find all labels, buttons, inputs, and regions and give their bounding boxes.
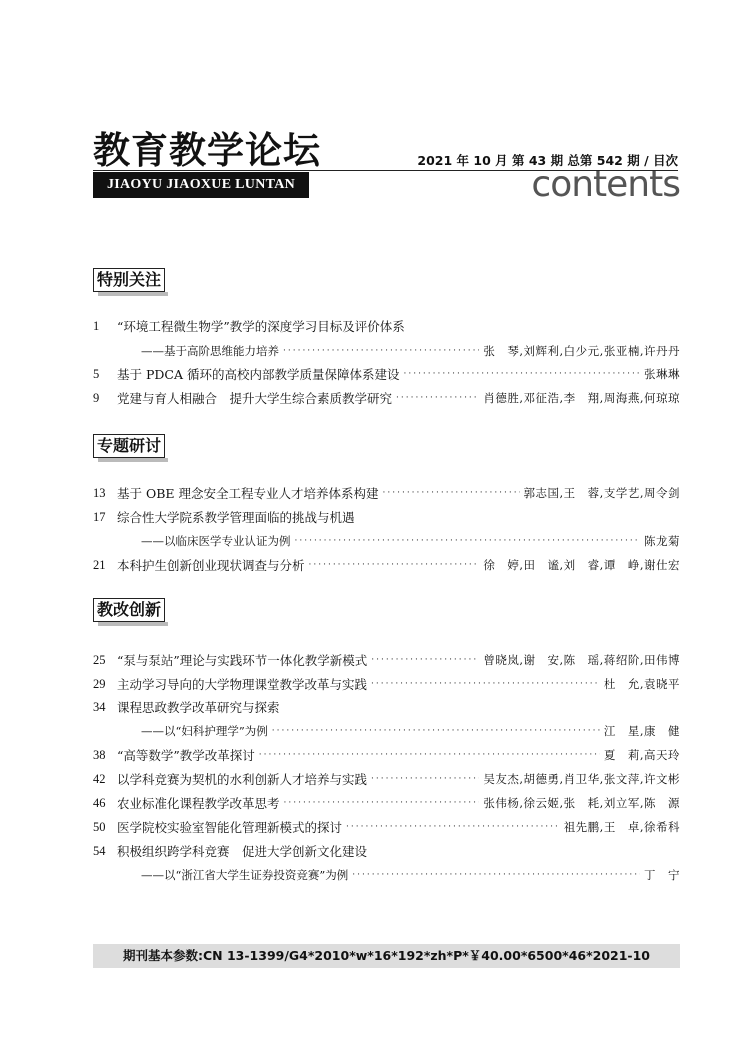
entry-page: 21 <box>93 557 106 572</box>
toc-entry[interactable] <box>93 769 680 789</box>
section-heading-topic-discussion: 专题研讨 <box>93 434 165 458</box>
issue-info: 2021 年 10 月 第 43 期 总第 542 期 / 目次 <box>417 153 678 168</box>
leader-dots <box>272 726 600 736</box>
entry-page: 38 <box>93 747 106 762</box>
toc-entry-subtitle-row[interactable] <box>93 865 680 885</box>
entry-page: 29 <box>93 676 106 691</box>
leader-dots <box>352 870 640 880</box>
entry-authors: 江 星,康 健 <box>603 724 680 738</box>
toc-entry[interactable] <box>93 364 680 384</box>
entry-page: 17 <box>93 509 106 524</box>
contents-word: contents <box>531 164 680 205</box>
entry-title: 农业标准化课程教学改革思考 <box>117 796 280 811</box>
entry-title: 党建与育人相融合 提升大学生综合素质教学研究 <box>117 391 393 406</box>
toc-entry[interactable] <box>93 745 680 765</box>
toc-entry[interactable] <box>93 697 680 717</box>
toc-entry-subtitle-row[interactable] <box>93 721 680 741</box>
leader-dots <box>403 369 640 379</box>
entry-page: 42 <box>93 771 106 786</box>
leader-dots <box>371 774 479 784</box>
leader-dots <box>371 679 600 689</box>
journal-pinyin: JIAOYU JIAOXUE LUNTAN <box>93 172 309 198</box>
journal-parameters: 期刊基本参数:CN 13-1399/G4*2010*w*16*192*zh*P*￥40.00*6500*46*2021-10 <box>93 944 680 968</box>
entry-title: 基于 OBE 理念安全工程专业人才培养体系构建 <box>117 486 379 501</box>
toc-entry-subtitle-row[interactable] <box>93 341 680 361</box>
entry-page: 34 <box>93 699 106 714</box>
entry-authors: 陈龙菊 <box>644 534 680 548</box>
entry-subtitle: ——以“浙江省大学生证券投资竞赛”为例 <box>141 868 349 882</box>
toc-entry[interactable] <box>93 817 680 837</box>
entry-authors: 祖先鹏,王 卓,徐希科 <box>563 820 680 834</box>
leader-dots <box>284 798 480 808</box>
leader-dots <box>259 750 600 760</box>
entry-page: 54 <box>93 843 106 858</box>
entry-page: 1 <box>93 318 100 333</box>
leader-dots <box>346 822 560 832</box>
entry-subtitle: ——以“妇科护理学”为例 <box>141 724 268 738</box>
entry-subtitle: ——基于高阶思维能力培养 <box>141 344 279 358</box>
toc-entry[interactable] <box>93 793 680 813</box>
entry-authors: 徐 婷,田 谧,刘 睿,谭 峥,谢仕宏 <box>483 558 680 572</box>
entry-title: “环境工程微生物学”教学的深度学习目标及评价体系 <box>117 319 405 334</box>
entry-page: 9 <box>93 390 100 405</box>
entry-title: 医学院校实验室智能化管理新模式的探讨 <box>117 820 343 835</box>
leader-dots <box>396 393 479 403</box>
entry-title: 积极组织跨学科竞赛 促进大学创新文化建设 <box>117 844 368 859</box>
section-heading-special-focus: 特别关注 <box>93 268 165 292</box>
entry-title: “高等数学”教学改革探讨 <box>117 748 255 763</box>
toc-entry[interactable] <box>93 674 680 694</box>
entry-authors: 郭志国,王 蓉,支学艺,周令剑 <box>523 486 680 500</box>
toc-entry[interactable] <box>93 507 680 527</box>
leader-dots <box>309 560 480 570</box>
toc-entry[interactable] <box>93 650 680 670</box>
toc-entry[interactable] <box>93 483 680 503</box>
leader-dots <box>383 488 520 498</box>
toc-entry[interactable] <box>93 388 680 408</box>
entry-title: “泵与泵站”理论与实践环节一体化教学新模式 <box>117 653 368 668</box>
leader-dots <box>371 655 479 665</box>
entry-authors: 杜 允,袁晓平 <box>603 677 680 691</box>
entry-page: 46 <box>93 795 106 810</box>
entry-authors: 曾晓岚,谢 安,陈 瑶,蒋绍阶,田伟博 <box>483 653 680 667</box>
entry-authors: 张 琴,刘辉利,白少元,张亚楠,许丹丹 <box>483 344 680 358</box>
toc-entry-subtitle-row[interactable] <box>93 531 680 551</box>
toc-entry[interactable] <box>93 555 680 575</box>
entry-page: 50 <box>93 819 106 834</box>
toc-entry[interactable] <box>93 316 680 336</box>
entry-authors: 丁 宁 <box>644 868 680 882</box>
entry-title: 课程思政教学改革研究与探索 <box>117 700 280 715</box>
entry-page: 13 <box>93 485 106 500</box>
entry-title: 主动学习导向的大学物理课堂教学改革与实践 <box>117 677 368 692</box>
entry-title: 综合性大学院系教学管理面临的挑战与机遇 <box>117 510 355 525</box>
leader-dots <box>295 536 641 546</box>
section-heading-reform-innovation: 教改创新 <box>93 598 165 622</box>
entry-title: 基于 PDCA 循环的高校内部教学质量保障体系建设 <box>117 367 400 382</box>
entry-authors: 吴友杰,胡德勇,肖卫华,张文萍,许文彬 <box>483 772 680 786</box>
journal-title: 教育教学论坛 <box>93 129 321 172</box>
entry-subtitle: ——以临床医学专业认证为例 <box>141 534 291 548</box>
toc-entry[interactable] <box>93 841 680 861</box>
entry-authors: 肖德胜,邓征浩,李 翔,周海燕,何琼琼 <box>483 391 680 405</box>
leader-dots <box>283 346 479 356</box>
entry-authors: 张伟杨,徐云姬,张 耗,刘立军,陈 源 <box>483 796 680 810</box>
entry-authors: 夏 莉,高天玲 <box>603 748 680 762</box>
entry-title: 本科护生创新创业现状调查与分析 <box>117 558 305 573</box>
entry-page: 25 <box>93 652 106 667</box>
entry-title: 以学科竞赛为契机的水利创新人才培养与实践 <box>117 772 368 787</box>
entry-authors: 张琳琳 <box>644 367 680 381</box>
entry-page: 5 <box>93 366 100 381</box>
